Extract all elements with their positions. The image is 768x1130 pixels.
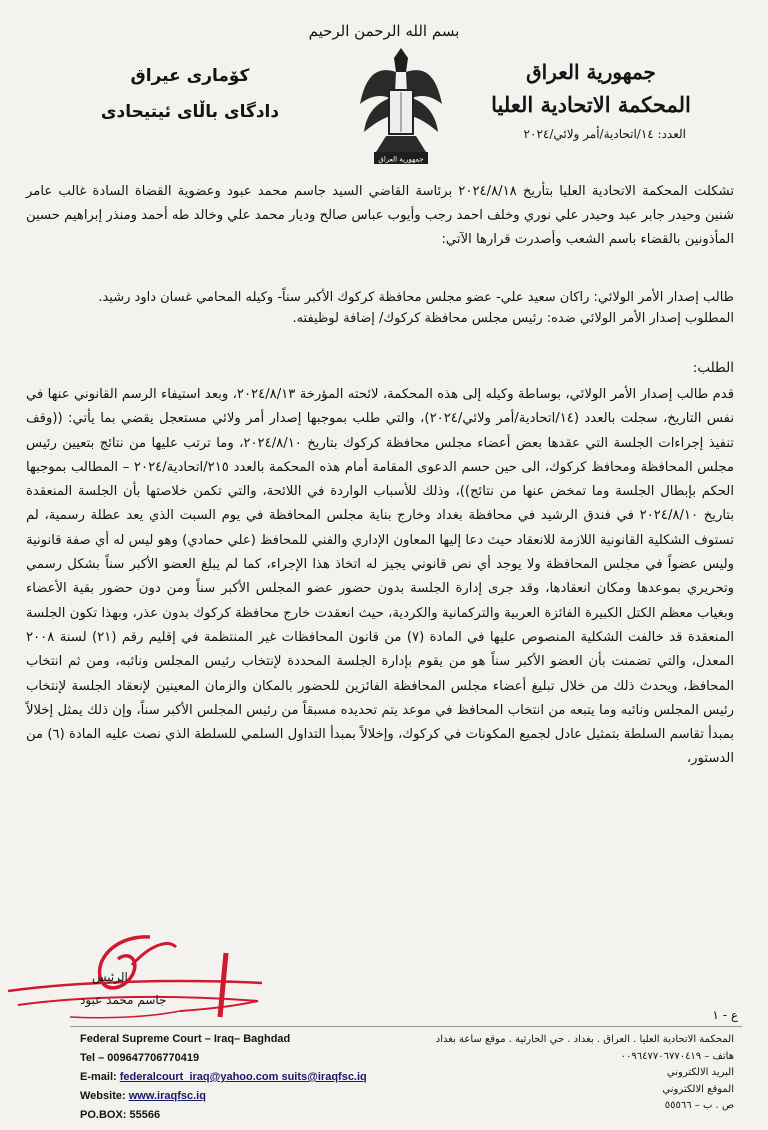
country-name-kurdish: كۆماری عیراق — [130, 66, 250, 86]
footer-website-link[interactable]: www.iraqfsc.iq — [128, 1090, 206, 1102]
footer-website-label-arabic: الموقع الالكتروني — [662, 1083, 734, 1095]
header-arabic — [466, 60, 716, 141]
basmala: بسم الله الرحمن الرحيم — [308, 22, 460, 40]
case-number: العدد: ١٤/اتحادية/أمر ولائي/٢٠٢٤ — [523, 127, 686, 141]
request-heading: الطلب: — [692, 360, 734, 376]
footer-arabic — [404, 1032, 734, 1115]
request-paragraph: قدم طالب إصدار الأمر الولائي، بوساطة وكيله إلى هذه المحكمة، لائحته المؤرخة ٢٠٢٤/٨/١٣، وبعد استيفاء الرسم القانوني عنها في نفس التاريخ، سجلت بالعدد (١٤/اتحادية/أمر ولائي/٢٠٢٤)، والتي طلب بموجبها إصدار أمر ولائي مستعجل يقضي بما يأتي: ((وقف تنفيذ إجراءات الجلسة التي عقدها بعض أعضاء مجلس محافظة كركوك بتاريخ ٢٠٢٤/٨/١٠، وما ترتب عليها من نتائج بتعيين رئيس مجلس المحافظة ومحافظ كركوك، الى حين حسم الدعوى المقامة أمام هذه المحكمة بالعدد ٢١٥/اتحادية/٢٠٢٤ – المطالب بموجبها الحكم بإبطال الجلسة وما تمخض عنها من نتائج))، وذلك للأسباب الواردة في اللائحة، والتي تكمن خلاصتها بأن الجلسة المنعقدة بتاريخ ٢٠٢٤/٨/١٠ في فندق الرشيد في محافظة بغداد وخارج بناية مجلس المحافظة في يوم السبت الذي يعد عطلة رسمية، لم تستوف الشكلية القانونية اللازمة للانعقاد حيث دعا إليها المعاون الإداري والفني للمحافظ (علي حمادي) وهو ليس له أي صفة قانونية وليس عضواً في مجلس المحافظة ولا يوجد أي نص قانوني يجيز له اتخاذ هذا الإجراء، كما لم يبلغ العضو الأكبر سناً بشكل رسمي وتحريري بموعدها ومكان انعقادها، وقد جرى إدارة الجلسة بدون حضور عضو المجلس الأكبر سناً ومن دون حضور بقية الأعضاء وبغياب معظم الكتل الكبيرة الفائزة العربية والتركمانية والكردية، حيث انعقدت خارج محافظة كركوك بدون عذر، وبهذا تكون الجلسة المنعقدة قد خالفت الشكلية المنصوص عليها في المادة (٧) من قانون المحافظات غير المنتظمة في إقليم رقم (٢١) لسنة ٢٠٠٨ المعدل، والتي تضمنت بأن العضو الأكبر سناً هو من يقوم بإدارة الجلسة المحددة لإنتخاب رئيس المجلس ونائبه، ومن ثم انتخاب المحافظ، ويحدث ذلك من خلال تبليغ أعضاء مجلس المحافظة الفائزين للحضور بالمكان والزمان المعينين لإنعقاد الجلسة لإنتخاب رئيس المجلس ونائبه وما يتبعه من انتخاب المحافظ في موعد يتم تحديده مسبقاً من رئيس المجلس الأكبر سناً، وإن ذلك يمثل إخلالاً بمبدأ تقاسم السلطة بتمثيل عادل لجميع المكونات في كركوك، وإخلالاً بمبدأ التداول السلمي للسلطة الذي نصت عليه المادة (٦) من الدستور، — [26, 387, 735, 767]
footer-email-row — [80, 1068, 367, 1087]
footer-website-label: Website: — [80, 1090, 126, 1102]
footer-court-name: Federal Supreme Court – Iraq– Baghdad — [80, 1033, 291, 1045]
parties-section — [34, 287, 734, 329]
footer-email-label: E-mail: — [80, 1071, 117, 1083]
court-name-kurdish: دادگای باڵای ئیتیحادی — [100, 102, 280, 122]
header-kurdish — [70, 66, 310, 122]
eagle-emblem-icon — [356, 44, 446, 169]
court-name-arabic: المحكمة الاتحادية العليا — [491, 92, 691, 117]
signatory-name: جاسم محمد عبود — [80, 993, 167, 1007]
footer-english — [80, 1030, 367, 1125]
court-formation-paragraph: تشكلت المحكمة الاتحادية العليا بتأريخ ٢٠٢٤/٨/١٨ برئاسة القاضي السيد جاسم محمد عبود وعضوية القضاة السادة غالب عامر شنين وحيدر جابر عبد وحيدر علي نوري وخلف احمد رجب وأيوب عباس صالح وديار محمد علي وخالد طه أحمد ومنذر إبراهيم حسين المأذونين بالقضاء باسم الشعب وأصدرت قرارها الآتي: — [26, 184, 734, 247]
respondent-line: المطلوب إصدار الأمر الولائي ضده: رئيس مجلس محافظة كركوك/ إضافة لوظيفته. — [292, 311, 734, 326]
requester-line: طالب إصدار الأمر الولائي: راكان سعيد علي- عضو مجلس محافظة كركوك الأكبر سناً- وكيله المحامي غسان داود رشيد. — [98, 290, 734, 305]
footer-email-label-arabic: البريد الالكتروني — [666, 1067, 734, 1078]
emblem-label: جمهورية العراق — [378, 155, 424, 164]
page-number: ع - ١ — [712, 1008, 738, 1022]
footer-address: المحكمة الاتحادية العليا . العراق . بغداد . حي الحارثية . موقع ساعة بغداد — [435, 1034, 734, 1045]
signatory-title: الرئيس — [92, 970, 128, 984]
footer-website-row — [80, 1087, 367, 1106]
footer-pobox: PO.BOX: 55566 — [80, 1109, 161, 1121]
country-name-arabic: جمهورية العراق — [526, 60, 656, 84]
footer-email-link[interactable]: federalcourt_iraq@yahoo.com suits@iraqfsc.iq — [119, 1071, 367, 1083]
footer-pobox-arabic: ص . ب – ٥٥٥٦٦ — [664, 1100, 734, 1111]
signature-icon — [0, 925, 300, 1035]
footer-divider — [70, 1026, 742, 1027]
footer-phone: هاتف – ٠٠٩٦٤٧٧٠٦٧٧٠٤١٩ — [620, 1050, 734, 1062]
footer-telephone: Tel – 009647706770419 — [80, 1052, 200, 1064]
